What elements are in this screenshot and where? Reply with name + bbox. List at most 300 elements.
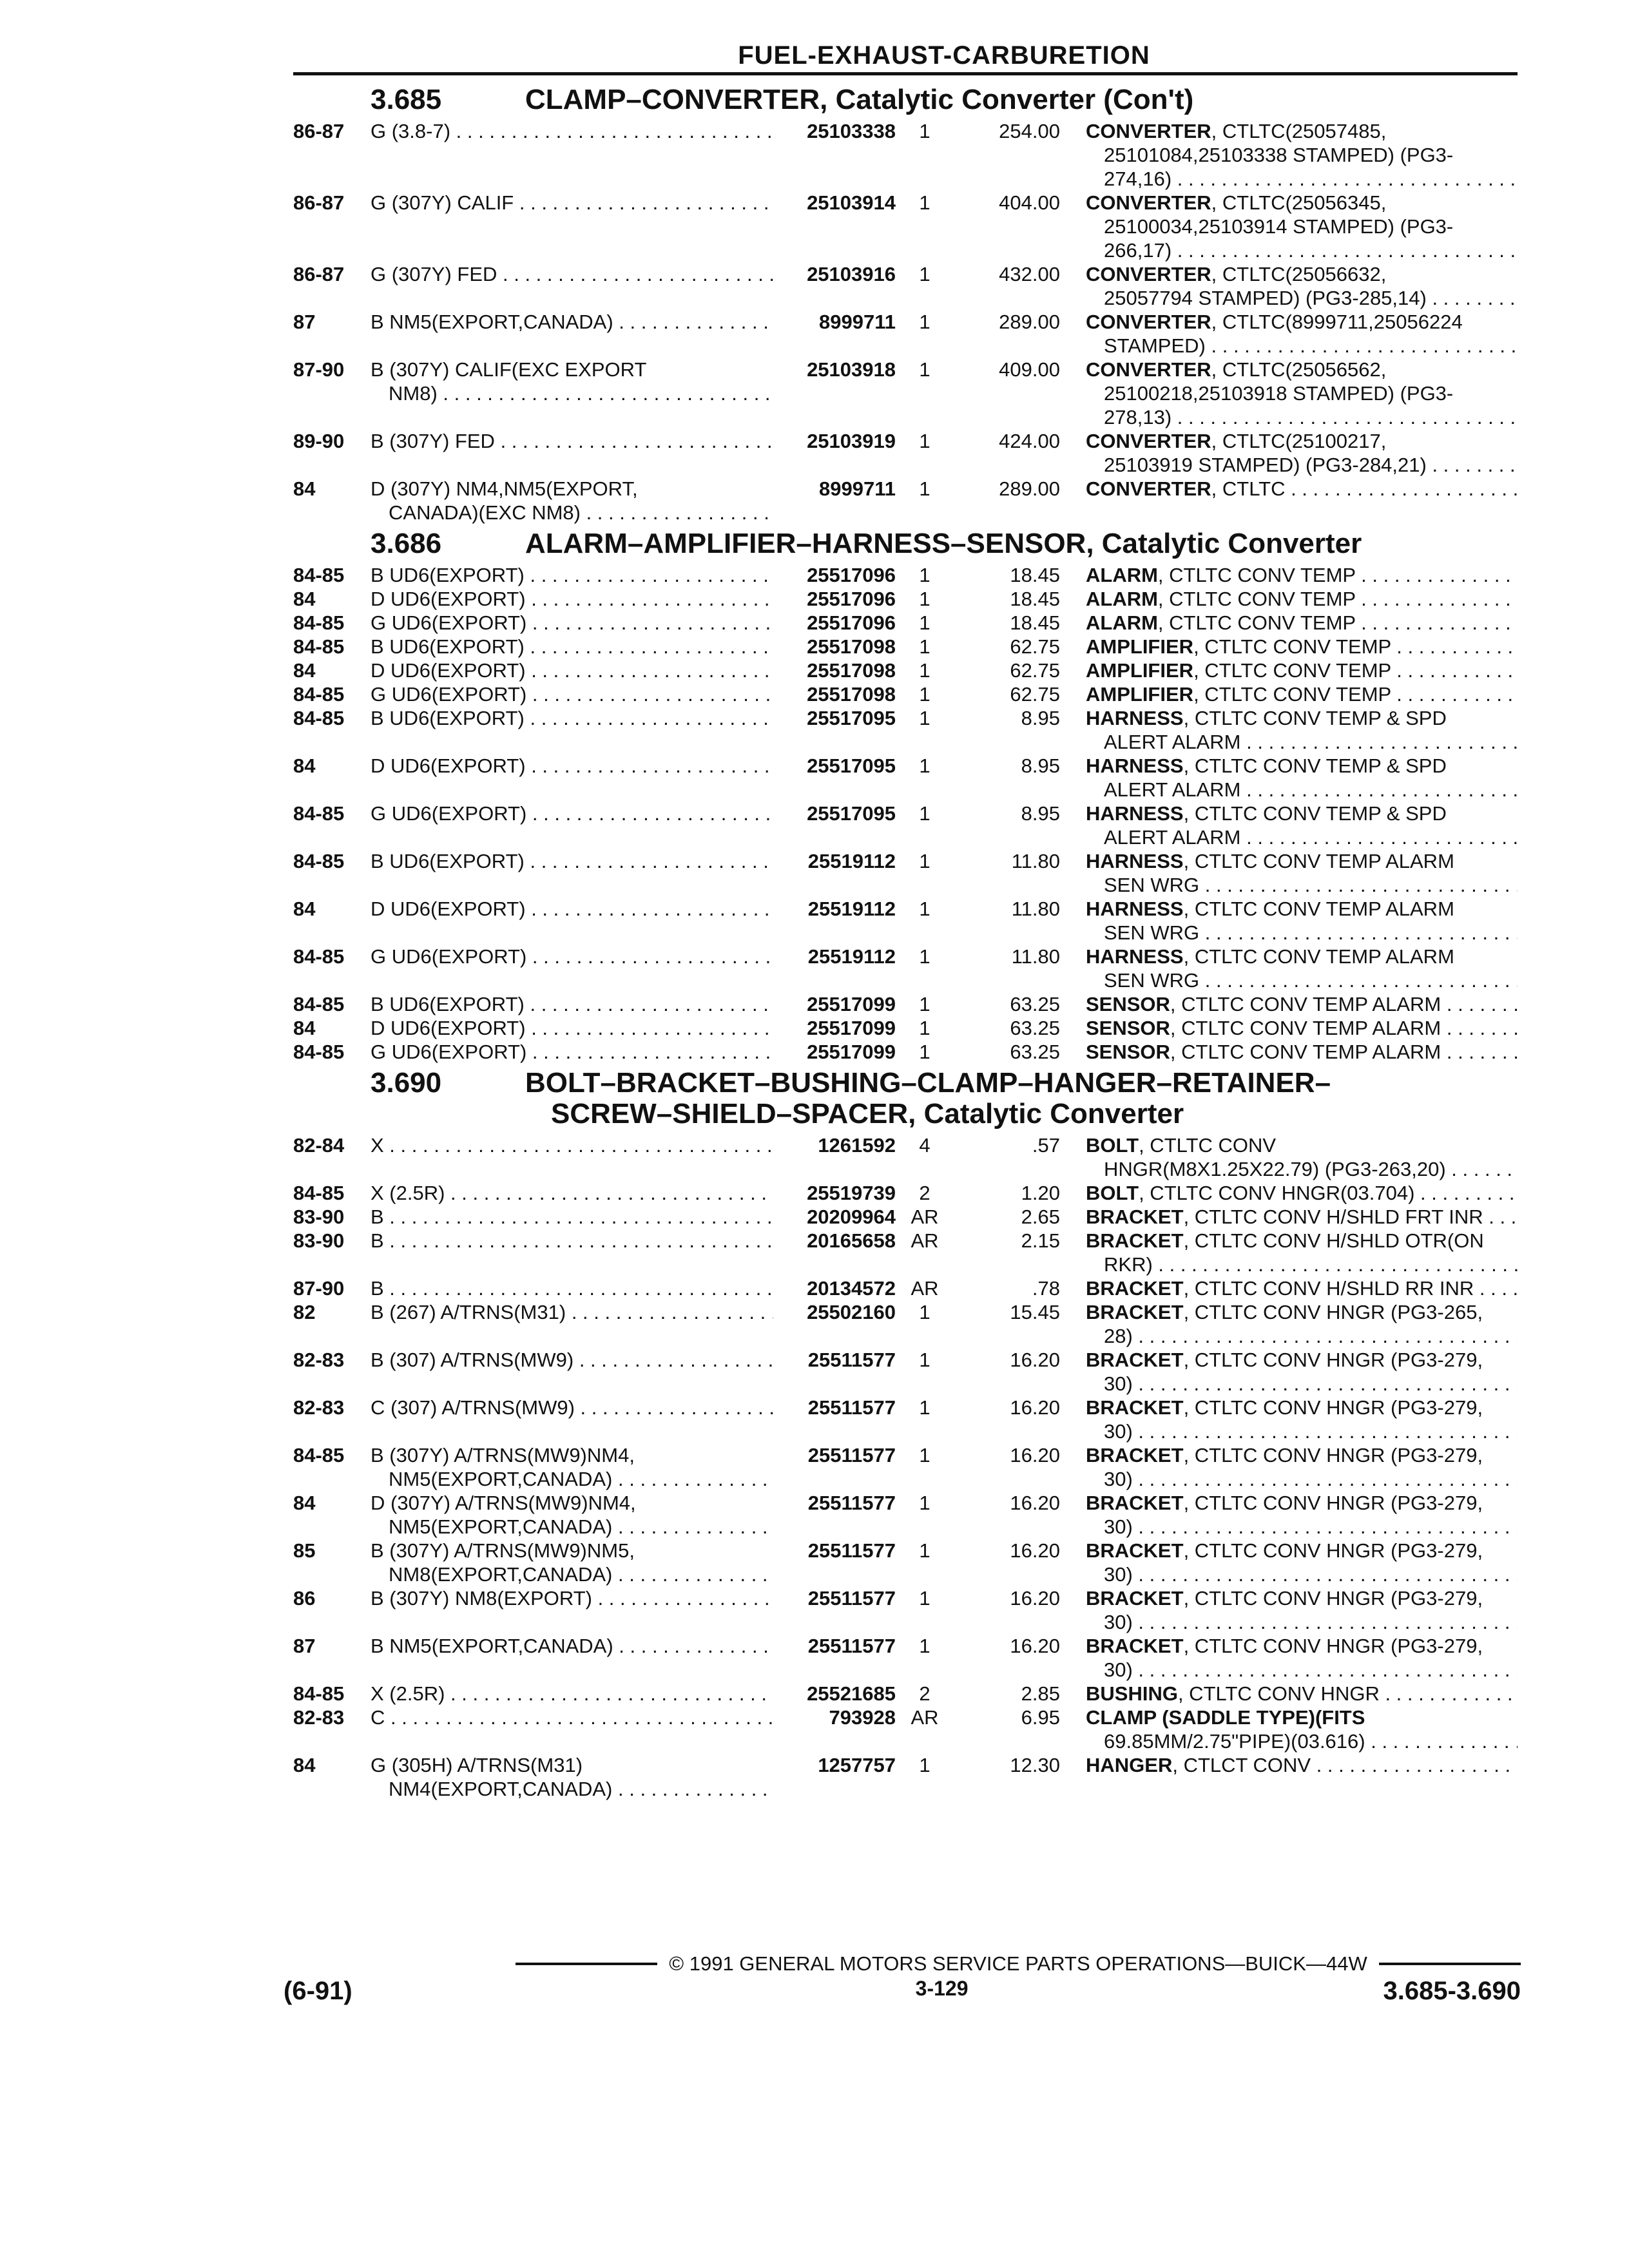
description-line: [371, 1016, 773, 1040]
part-line: [1086, 1515, 1518, 1539]
part-line: [1086, 1539, 1518, 1562]
table-row: [293, 477, 1518, 524]
part-line-text: 28): [1104, 1325, 1133, 1347]
quantity: AR: [911, 1277, 939, 1300]
description-text: G (307Y) CALIF: [371, 191, 514, 214]
application-description: [371, 1133, 773, 1157]
price: 16.20: [1010, 1444, 1060, 1466]
part-line: [1086, 1205, 1518, 1229]
price: 8.95: [1021, 707, 1060, 729]
model-year: 82-83: [293, 1396, 345, 1419]
part-line: [1086, 1181, 1518, 1205]
section-heading: [293, 528, 1518, 559]
price: 16.20: [1010, 1396, 1060, 1419]
part-name-text: SENSOR: [1086, 993, 1170, 1015]
part-name-rest: , CTLTC CONV HNGR (PG3-279,: [1183, 1444, 1483, 1466]
part-line-text: 274,16): [1104, 168, 1172, 190]
model-year: 87: [293, 1635, 316, 1657]
part-name-rest: , CTLTC CONV TEMP: [1193, 659, 1391, 682]
table-row: [293, 1706, 1518, 1753]
table-row: [293, 1443, 1518, 1491]
part-line: [1086, 262, 1518, 286]
part-name-text: CONVERTER: [1086, 263, 1211, 285]
description-text: B UD6(EXPORT): [371, 635, 525, 658]
description-text: B UD6(EXPORT): [371, 707, 525, 729]
description-line: [371, 992, 773, 1016]
model-year: 84-85: [293, 1444, 345, 1466]
application-description: [371, 1181, 773, 1205]
application-description: [371, 477, 773, 524]
description-line: [371, 1706, 773, 1729]
part-name-rest: , CTLTC(25056632,: [1211, 263, 1387, 285]
part-name-text: AMPLIFIER: [1086, 635, 1194, 658]
part-description: [1086, 262, 1518, 310]
part-line: [1086, 191, 1518, 215]
table-row: [293, 1040, 1518, 1064]
part-description: [1086, 1133, 1518, 1181]
part-name-rest: , CTLTC CONV: [1139, 1134, 1277, 1157]
application-description: [371, 754, 773, 778]
part-name-text: ALARM: [1086, 611, 1158, 634]
description-text: B UD6(EXPORT): [371, 564, 525, 586]
application-description: [371, 1205, 773, 1229]
part-name-rest: , CTLTC CONV HNGR (PG3-279,: [1183, 1349, 1483, 1371]
part-line-text: 25100218,25103918 STAMPED) (PG3-: [1104, 382, 1454, 405]
table-row: [293, 563, 1518, 587]
part-description: [1086, 1300, 1518, 1348]
part-number: 20134572: [807, 1277, 896, 1300]
part-line-text: 30): [1104, 1658, 1133, 1681]
part-name-text: BRACKET: [1086, 1206, 1184, 1228]
part-line: [1086, 1276, 1518, 1300]
description-line: [371, 1515, 773, 1539]
description-text: X (2.5R): [371, 1182, 445, 1204]
description-line: [371, 1181, 773, 1205]
part-line: [1086, 1610, 1518, 1634]
application-description: [371, 706, 773, 730]
part-description: [1086, 897, 1518, 945]
table-row: [293, 310, 1518, 358]
part-line-text: 278,13): [1104, 406, 1172, 428]
description-line: [371, 611, 773, 635]
part-name-text: HARNESS: [1086, 898, 1184, 920]
part-name-rest: , CTLTC CONV TEMP: [1157, 588, 1356, 610]
quantity: 1: [919, 611, 930, 634]
part-name-rest: , CTLTC(25057485,: [1211, 120, 1387, 142]
model-year: 84: [293, 588, 316, 610]
quantity: 1: [919, 1444, 930, 1466]
part-number: 25511577: [807, 1349, 896, 1371]
part-description: [1086, 658, 1518, 682]
quantity: 1: [919, 564, 930, 586]
model-year: 84-85: [293, 802, 345, 825]
description-text: C: [371, 1706, 385, 1729]
section-title-line: ALARM–AMPLIFIER–HARNESS–SENSOR, Catalytic Converter: [525, 528, 1362, 559]
description-text: C (307) A/TRNS(MW9): [371, 1396, 575, 1419]
description-line: [371, 1348, 773, 1372]
part-line: [1086, 1491, 1518, 1515]
section-title-line: CLAMP–CONVERTER, Catalytic Converter (Con't): [525, 84, 1194, 115]
description-line: [371, 635, 773, 658]
part-name-text: HARNESS: [1086, 707, 1184, 729]
part-description: [1086, 1181, 1518, 1205]
description-line: [371, 1634, 773, 1658]
application-description: [371, 1040, 773, 1064]
application-description: [371, 1229, 773, 1253]
part-number: 25521685: [807, 1682, 896, 1705]
part-line: [1086, 1419, 1518, 1443]
part-number: 25517099: [807, 1017, 896, 1039]
quantity: 4: [919, 1134, 930, 1157]
part-name-rest: , CTLTC(8999711,25056224: [1211, 311, 1463, 333]
part-description: [1086, 802, 1518, 849]
part-number: 25103919: [807, 430, 896, 452]
part-number: 25517096: [807, 588, 896, 610]
model-year: 84: [293, 1017, 316, 1039]
quantity: 1: [919, 1635, 930, 1657]
header-rule: [293, 72, 1518, 75]
part-name-rest: , CTLTC CONV HNGR (PG3-265,: [1183, 1301, 1483, 1323]
part-number: 25103918: [807, 358, 896, 381]
part-description: [1086, 1634, 1518, 1682]
table-row: [293, 1016, 1518, 1040]
part-name-text: BRACKET: [1086, 1349, 1184, 1371]
description-text: B (307Y) A/TRNS(MW9)NM4,: [371, 1444, 635, 1466]
quantity: 1: [919, 898, 930, 920]
part-number: 25517096: [807, 611, 896, 634]
part-number: 25517095: [807, 707, 896, 729]
quantity: 1: [919, 1396, 930, 1419]
part-name-text: BUSHING: [1086, 1682, 1178, 1705]
table-row: [293, 429, 1518, 477]
part-description: [1086, 849, 1518, 897]
model-year: 84: [293, 754, 316, 777]
price: 254.00: [999, 120, 1060, 142]
section-title: [525, 528, 1518, 559]
model-year: 84-85: [293, 1182, 345, 1204]
part-name-text: BRACKET: [1086, 1444, 1184, 1466]
part-name-text: BRACKET: [1086, 1539, 1184, 1562]
part-line-text: STAMPED): [1104, 334, 1206, 357]
part-line: [1086, 1753, 1518, 1777]
part-name-rest: , CTLTC: [1211, 477, 1286, 500]
part-line: [1086, 873, 1518, 897]
description-line: [371, 1133, 773, 1157]
footer-copyright-line: [284, 1952, 1521, 1975]
part-description: [1086, 611, 1518, 635]
footer-rule-left: [516, 1963, 657, 1965]
description-text: D UD6(EXPORT): [371, 754, 526, 777]
part-name-text: BRACKET: [1086, 1587, 1184, 1610]
model-year: 84-85: [293, 1041, 345, 1063]
part-number: 25103338: [807, 120, 896, 142]
price: 404.00: [999, 191, 1060, 214]
description-line: [371, 945, 773, 968]
description-text: G (305H) A/TRNS(M31): [371, 1754, 583, 1776]
part-line-text: SEN WRG: [1104, 969, 1200, 992]
application-description: [371, 191, 773, 215]
part-line: [1086, 1467, 1518, 1491]
part-description: [1086, 310, 1518, 358]
part-description: [1086, 119, 1518, 191]
quantity: AR: [911, 1706, 939, 1729]
part-name-rest: , CTLTC CONV TEMP & SPD: [1183, 802, 1447, 825]
part-line: [1086, 992, 1518, 1016]
description-text: B UD6(EXPORT): [371, 850, 525, 872]
part-name-text: CLAMP (SADDLE TYPE)(FITS: [1086, 1706, 1365, 1729]
part-name-rest: , CTLTC CONV H/SHLD RR INR: [1183, 1277, 1474, 1300]
price: 6.95: [1021, 1706, 1060, 1729]
part-line: [1086, 1016, 1518, 1040]
part-line-text: ALERT ALARM: [1104, 778, 1241, 801]
quantity: 1: [919, 311, 930, 333]
model-year: 86: [293, 1587, 316, 1610]
application-description: [371, 1443, 773, 1491]
part-number: 20165658: [807, 1229, 896, 1252]
part-line-text: 25103919 STAMPED) (PG3-284,21): [1104, 454, 1427, 476]
model-year: 84-85: [293, 993, 345, 1015]
table-row: [293, 1348, 1518, 1396]
description-text: NM5(EXPORT,CANADA): [389, 1468, 613, 1490]
model-year: 82-83: [293, 1349, 345, 1371]
section-3.685: [293, 84, 1518, 524]
table-row: [293, 1229, 1518, 1276]
application-description: [371, 658, 773, 682]
quantity: 1: [919, 1539, 930, 1562]
part-name-rest: , CTLTC CONV HNGR (PG3-279,: [1183, 1635, 1483, 1657]
part-line: [1086, 143, 1518, 167]
model-year: 84: [293, 898, 316, 920]
application-description: [371, 1276, 773, 1300]
description-text: CANADA)(EXC NM8): [389, 501, 581, 524]
part-description: [1086, 358, 1518, 429]
part-line: [1086, 1300, 1518, 1324]
model-year: 87: [293, 311, 316, 333]
application-description: [371, 429, 773, 453]
quantity: 1: [919, 993, 930, 1015]
model-year: 84: [293, 1492, 316, 1514]
part-name-text: BRACKET: [1086, 1492, 1184, 1514]
price: 15.45: [1010, 1301, 1060, 1323]
part-description: [1086, 1229, 1518, 1276]
part-line: [1086, 802, 1518, 825]
part-description: [1086, 1539, 1518, 1586]
part-line: [1086, 1443, 1518, 1467]
part-line: [1086, 1040, 1518, 1064]
section-number: 3.686: [371, 528, 442, 559]
part-line-text: 30): [1104, 1515, 1133, 1538]
description-text: G UD6(EXPORT): [371, 1041, 527, 1063]
description-line: [371, 1040, 773, 1064]
part-description: [1086, 1205, 1518, 1229]
table-row: [293, 611, 1518, 635]
part-name-rest: , CTLTC CONV TEMP & SPD: [1183, 754, 1447, 777]
table-row: [293, 1181, 1518, 1205]
price: 18.45: [1010, 588, 1060, 610]
part-line: [1086, 215, 1518, 238]
part-line: [1086, 1706, 1518, 1729]
description-text: NM8(EXPORT,CANADA): [389, 1563, 613, 1586]
part-number: 25511577: [807, 1635, 896, 1657]
quantity: 2: [919, 1182, 930, 1204]
part-line-text: 69.85MM/2.75"PIPE)(03.616): [1104, 1730, 1365, 1753]
part-name-text: SENSOR: [1086, 1041, 1170, 1063]
quantity: 1: [919, 1492, 930, 1514]
section-title: [525, 1068, 1518, 1129]
model-year: 87-90: [293, 358, 345, 381]
description-text: D (307Y) A/TRNS(MW9)NM4,: [371, 1492, 636, 1514]
description-text: D UD6(EXPORT): [371, 1017, 526, 1039]
section-heading: [293, 84, 1518, 115]
part-line: [1086, 405, 1518, 429]
part-line: [1086, 477, 1518, 501]
description-line: [371, 1753, 773, 1777]
description-line: [371, 1443, 773, 1467]
part-name-rest: , CTLTC CONV HNGR (PG3-279,: [1183, 1492, 1483, 1514]
table-row: [293, 191, 1518, 262]
part-name-rest: , CTLTC CONV HNGR(03.704): [1139, 1182, 1415, 1204]
price: 18.45: [1010, 611, 1060, 634]
part-name-text: BRACKET: [1086, 1277, 1184, 1300]
application-description: [371, 310, 773, 334]
table-row: [293, 1133, 1518, 1181]
model-year: 84-85: [293, 635, 345, 658]
section-3.690: [293, 1068, 1518, 1801]
price: 16.20: [1010, 1635, 1060, 1657]
quantity: 1: [919, 850, 930, 872]
part-line-text: ALERT ALARM: [1104, 731, 1241, 753]
page-header-title: FUEL-EXHAUST-CARBURETION: [738, 41, 1150, 70]
quantity: 2: [919, 1682, 930, 1705]
description-text: NM5(EXPORT,CANADA): [389, 1515, 613, 1538]
part-name-rest: , CTLTC CONV H/SHLD FRT INR: [1183, 1206, 1483, 1228]
part-line-text: 266,17): [1104, 239, 1172, 262]
sections-container: [293, 84, 1518, 1801]
part-description: [1086, 563, 1518, 587]
model-year: 87-90: [293, 1277, 345, 1300]
application-description: [371, 587, 773, 611]
quantity: AR: [911, 1206, 939, 1228]
description-line: [371, 1777, 773, 1801]
part-description: [1086, 1682, 1518, 1706]
catalog-page: [293, 39, 1518, 1801]
part-number: 25517098: [807, 635, 896, 658]
description-line: [371, 1396, 773, 1419]
part-line: [1086, 1372, 1518, 1396]
description-text: B (307Y) CALIF(EXC EXPORT: [371, 358, 647, 381]
part-name-rest: , CTLTC CONV H/SHLD OTR(ON: [1183, 1229, 1484, 1252]
description-text: D UD6(EXPORT): [371, 898, 526, 920]
application-description: [371, 1396, 773, 1419]
model-year: 82: [293, 1301, 316, 1323]
part-name-text: BRACKET: [1086, 1396, 1184, 1419]
application-description: [371, 1682, 773, 1706]
part-line: [1086, 1229, 1518, 1253]
table-row: [293, 1539, 1518, 1586]
model-year: 84-85: [293, 564, 345, 586]
part-name-text: HANGER: [1086, 1754, 1173, 1776]
price: 8.95: [1021, 802, 1060, 825]
description-text: B (307Y) A/TRNS(MW9)NM5,: [371, 1539, 635, 1562]
description-text: B: [371, 1206, 384, 1228]
part-name-text: BRACKET: [1086, 1229, 1184, 1252]
part-name-rest: , CTLCT CONV: [1172, 1754, 1311, 1776]
application-description: [371, 1348, 773, 1372]
application-description: [371, 635, 773, 658]
application-description: [371, 1586, 773, 1610]
description-line: [371, 563, 773, 587]
part-name-text: SENSOR: [1086, 1017, 1170, 1039]
description-line: [371, 429, 773, 453]
description-line: [371, 897, 773, 921]
description-line: [371, 1300, 773, 1324]
part-line: [1086, 730, 1518, 754]
price: 11.80: [1011, 898, 1060, 920]
quantity: 1: [919, 120, 930, 142]
part-line: [1086, 658, 1518, 682]
description-line: [371, 310, 773, 334]
price: 289.00: [999, 477, 1060, 500]
part-name-rest: , CTLTC CONV TEMP: [1157, 564, 1356, 586]
part-name-rest: , CTLTC(25056345,: [1211, 191, 1387, 214]
part-number: 25517098: [807, 659, 896, 682]
description-text: X (2.5R): [371, 1682, 445, 1705]
description-line: [371, 1586, 773, 1610]
quantity: 1: [919, 430, 930, 452]
part-name-text: BOLT: [1086, 1134, 1139, 1157]
model-year: 84-85: [293, 683, 345, 706]
part-line: [1086, 119, 1518, 143]
description-line: [371, 191, 773, 215]
price: 18.45: [1010, 564, 1060, 586]
application-description: [371, 1300, 773, 1324]
part-line: [1086, 1682, 1518, 1706]
table-row: [293, 802, 1518, 849]
model-year: 84: [293, 1754, 316, 1776]
description-text: B UD6(EXPORT): [371, 993, 525, 1015]
section-title-line: BOLT–BRACKET–BUSHING–CLAMP–HANGER–RETAINER–: [525, 1067, 1331, 1099]
description-text: G UD6(EXPORT): [371, 683, 527, 706]
price: .78: [1032, 1277, 1060, 1300]
part-line: [1086, 563, 1518, 587]
model-year: 83-90: [293, 1206, 345, 1228]
price: 62.75: [1010, 659, 1060, 682]
section-heading: [293, 1068, 1518, 1129]
price: 62.75: [1010, 635, 1060, 658]
part-name-text: CONVERTER: [1086, 358, 1211, 381]
table-row: [293, 1491, 1518, 1539]
table-row: [293, 1396, 1518, 1443]
application-description: [371, 1753, 773, 1801]
quantity: 1: [919, 659, 930, 682]
part-line: [1086, 945, 1518, 968]
part-number: 25517099: [807, 1041, 896, 1063]
part-line-text: ALERT ALARM: [1104, 826, 1241, 849]
part-name-text: AMPLIFIER: [1086, 659, 1194, 682]
part-description: [1086, 1706, 1518, 1753]
part-line-text: SEN WRG: [1104, 921, 1200, 944]
price: 2.15: [1021, 1229, 1060, 1252]
model-year: 89-90: [293, 430, 345, 452]
part-line: [1086, 1634, 1518, 1658]
description-text: NM8): [389, 382, 438, 405]
quantity: 1: [919, 707, 930, 729]
quantity: 1: [919, 477, 930, 500]
part-line: [1086, 453, 1518, 477]
footer-rule-right: [1379, 1963, 1521, 1965]
model-year: 84-85: [293, 945, 345, 968]
part-number: 25517095: [807, 754, 896, 777]
